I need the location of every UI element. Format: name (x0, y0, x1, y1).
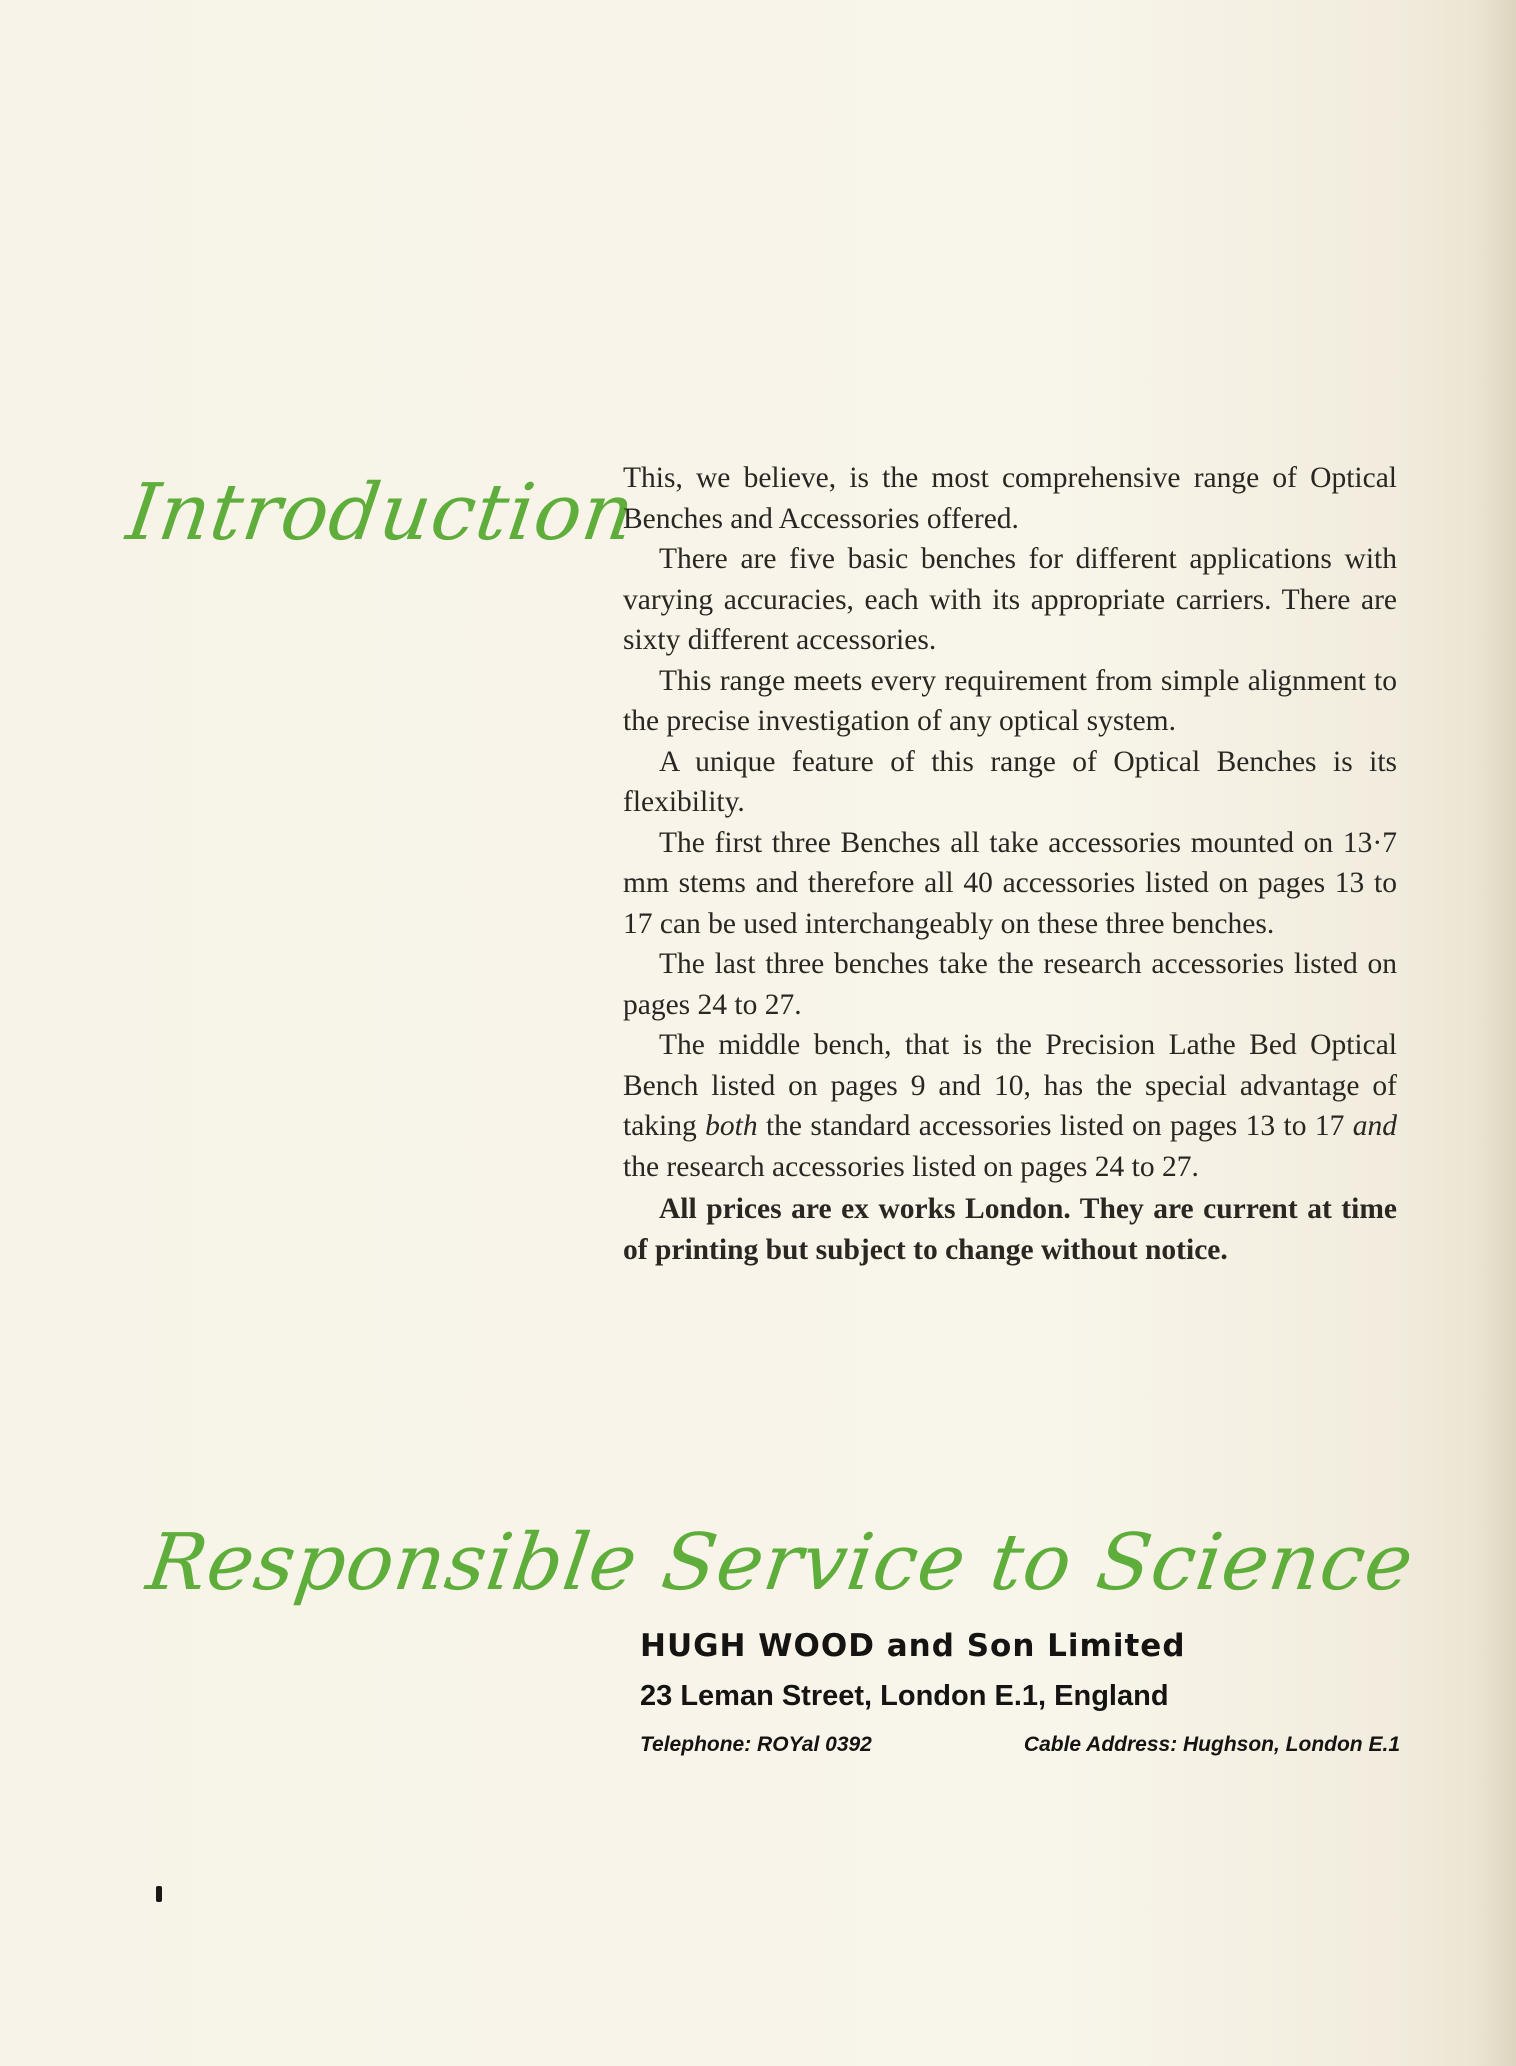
company-name: HUGH WOOD and Son Limited (640, 1628, 1186, 1664)
page-edge-shadow (1476, 0, 1516, 2066)
paragraph-5: The first three Benches all take accessories mounted on 13·7 mm stems and therefore all 40 accessories listed on pages 13 to 17 can be used interchangeably on these three benches. (623, 826, 1397, 940)
company-address: 23 Leman Street, London E.1, England (640, 1680, 1169, 1712)
paragraph-3: This range meets every requirement from simple alignment to the precise investigation of any optical system. (623, 664, 1397, 737)
paragraph-6: The last three benches take the research accessories listed on pages 24 to 27. (623, 948, 1397, 1021)
paragraph-1: This, we believe, is the most comprehensive range of Optical Benches and Accessories offered. (623, 462, 1397, 535)
introduction-body (623, 458, 1397, 1270)
paragraph-7 (623, 1025, 1397, 1187)
cable-address: Cable Address: Hughson, London E.1 (1023, 1733, 1400, 1756)
paragraph-7-lead: The middle bench, that is the Precision Lathe Bed Optical Bench listed on pages 9 and 10, has the special advantage of taking (623, 1029, 1397, 1142)
paragraph-7-emphasis-both: both (705, 1110, 758, 1142)
price-notice: All prices are ex works London. They are current at time of printing but subject to change without notice. (623, 1193, 1397, 1266)
tagline-heading: Responsible Service to Science (141, 1518, 1420, 1608)
telephone: Telephone: ROYal 0392 (640, 1733, 872, 1756)
company-block (640, 1628, 1400, 1757)
paragraph-7-tail: the research accessories listed on pages 24 to 27. (623, 1150, 1199, 1183)
paragraph-7-mid: the standard accessories listed on pages 13 to 17 (757, 1110, 1353, 1142)
contact-row (640, 1733, 1400, 1757)
introduction-heading: Introduction (121, 468, 641, 558)
paragraph-2: There are five basic benches for different applications with varying accuracies, each with its appropriate carriers. There are sixty different accessories. (623, 543, 1397, 656)
page-marker-icon (156, 1886, 162, 1902)
paragraph-7-emphasis-and: and (1352, 1110, 1397, 1142)
paragraph-4: A unique feature of this range of Optical Benches is its flexibility. (623, 745, 1397, 818)
